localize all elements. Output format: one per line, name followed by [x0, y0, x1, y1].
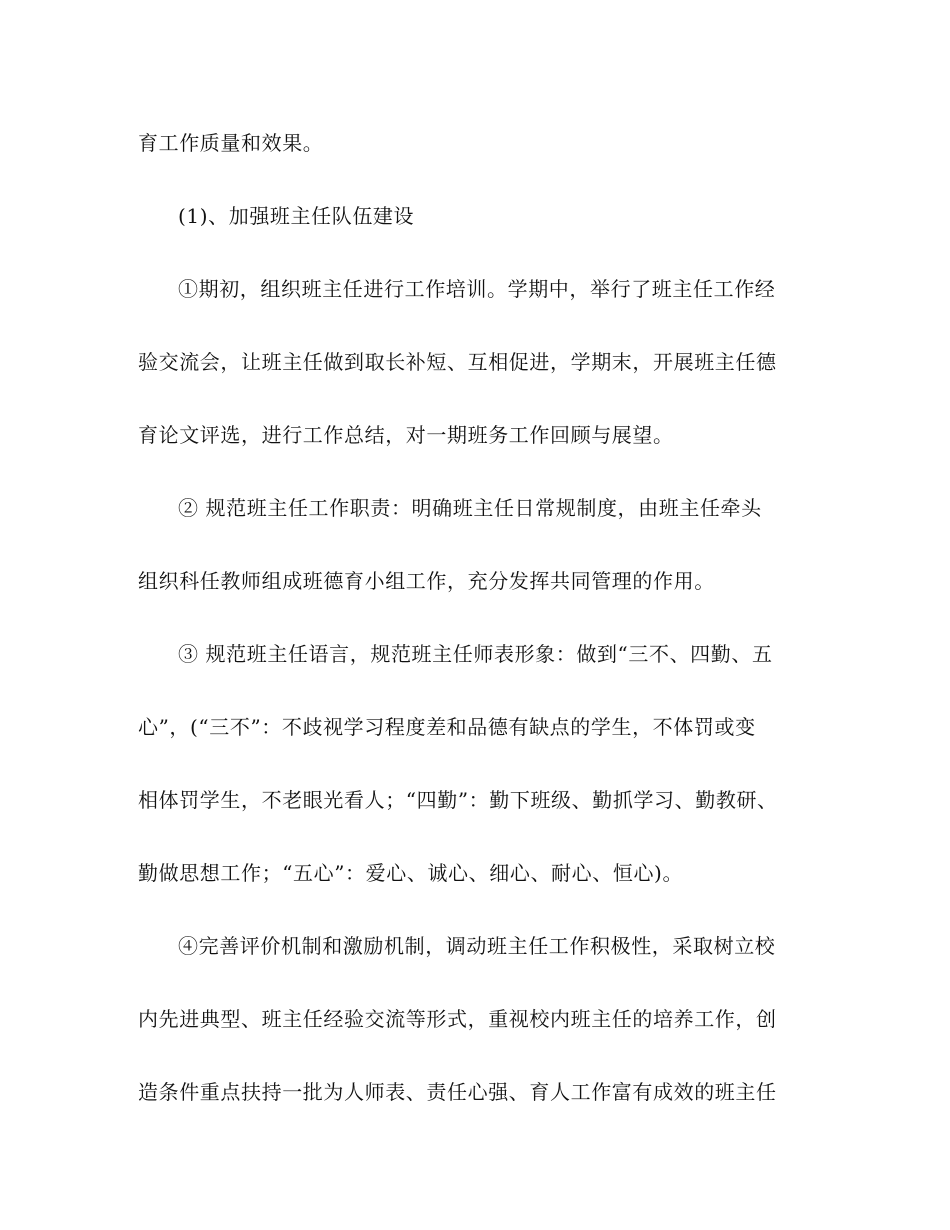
- text-line-3: ①期初，组织班主任进行工作培训。学期中，举行了班主任工作经: [178, 277, 776, 301]
- text-line-7: 组织科任教师组成班德育小组工作，充分发挥共同管理的作用。: [138, 569, 715, 593]
- text-line-14: 造条件重点扶持一批为人师表、责任心强、育人工作富有成效的班主任: [138, 1080, 777, 1104]
- text-line-1: 育工作质量和效果。: [138, 131, 324, 155]
- text-line-6: ② 规范班主任工作职责：明确班主任日常规制度，由班主任牵头: [178, 496, 762, 520]
- text-line-12: ④完善评价机制和激励机制，调动班主任工作积极性，采取树立校: [178, 934, 776, 958]
- text-line-4: 验交流会，让班主任做到取长补短、互相促进，学期末，开展班主任德: [138, 350, 777, 374]
- text-line-5: 育论文评选，进行工作总结，对一期班务工作回顾与展望。: [138, 423, 674, 447]
- text-line-11: 勤做思想工作；“五心”：爱心、诚心、细心、耐心、恒心)。: [138, 861, 684, 885]
- text-line-13: 内先进典型、班主任经验交流等形式，重视校内班主任的培养工作，创: [138, 1007, 777, 1031]
- text-line-9: 心”，(“三不”：不歧视学习程度差和品德有缺点的学生，不体罚或变: [138, 715, 756, 739]
- text-line-8: ③ 规范班主任语言，规范班主任师表形象：做到“三不、四勤、五: [178, 642, 773, 666]
- text-line-10: 相体罚学生，不老眼光看人；“四勤”：勤下班级、勤抓学习、勤教研、: [138, 788, 778, 812]
- section-heading: (1)、加强班主任队伍建设: [178, 204, 415, 228]
